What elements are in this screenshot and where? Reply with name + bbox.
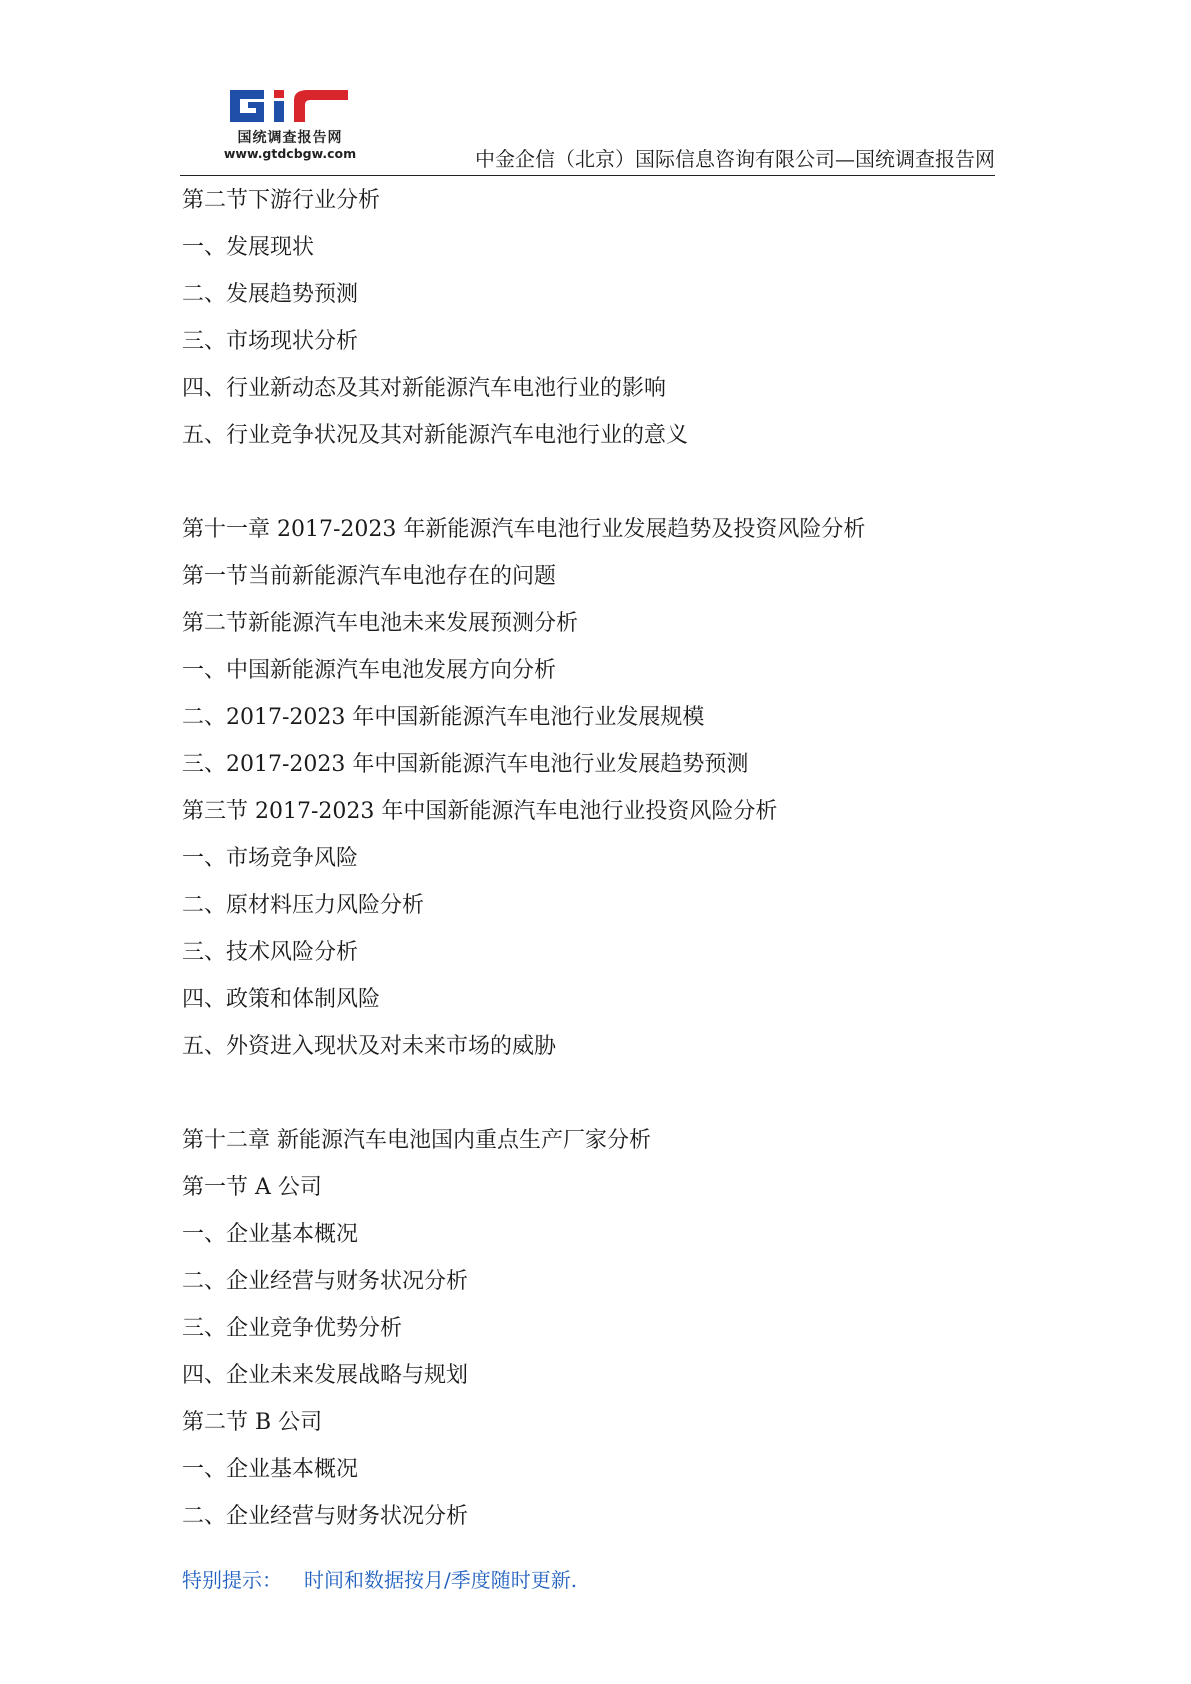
toc-line: 二、2017-2023 年中国新能源汽车电池行业发展规模 xyxy=(182,705,705,730)
toc-line: 三、2017-2023 年中国新能源汽车电池行业发展趋势预测 xyxy=(182,752,749,777)
footer-note-text: 时间和数据按月/季度随时更新. xyxy=(304,1568,578,1592)
toc-line: 二、企业经营与财务状况分析 xyxy=(182,1504,469,1529)
logo-chinese-name: 国统调查报告网 xyxy=(237,130,343,146)
toc-line: 第十二章 新能源汽车电池国内重点生产厂家分析 xyxy=(182,1128,651,1153)
toc-line: 五、行业竞争状况及其对新能源汽车电池行业的意义 xyxy=(182,423,689,448)
toc-line: 二、企业经营与财务状况分析 xyxy=(182,1269,469,1294)
toc-line: 一、市场竞争风险 xyxy=(182,846,359,871)
toc-line: 三、技术风险分析 xyxy=(182,940,359,965)
toc-spacer xyxy=(182,1070,1002,1117)
toc-line: 一、中国新能源汽车电池发展方向分析 xyxy=(182,658,557,683)
toc-line: 第一节当前新能源汽车电池存在的问题 xyxy=(182,564,557,589)
toc-line: 四、行业新动态及其对新能源汽车电池行业的影响 xyxy=(182,376,667,401)
toc-line: 第十一章 2017-2023 年新能源汽车电池行业发展趋势及投资风险分析 xyxy=(182,517,866,542)
toc-line: 四、企业未来发展战略与规划 xyxy=(182,1363,469,1388)
toc-line: 一、企业基本概况 xyxy=(182,1222,359,1247)
gir-logo-icon xyxy=(220,86,360,126)
toc-line: 二、发展趋势预测 xyxy=(182,282,359,307)
toc-line: 四、政策和体制风险 xyxy=(182,987,381,1012)
toc-line: 第一节 A 公司 xyxy=(182,1175,322,1200)
toc-line: 第二节下游行业分析 xyxy=(182,188,381,213)
toc-line: 第二节新能源汽车电池未来发展预测分析 xyxy=(182,611,579,636)
footer-note xyxy=(182,1564,577,1593)
toc-line: 三、企业竞争优势分析 xyxy=(182,1316,403,1341)
toc-line: 第三节 2017-2023 年中国新能源汽车电池行业投资风险分析 xyxy=(182,799,778,824)
toc-spacer xyxy=(182,459,1002,506)
company-logo xyxy=(220,86,360,166)
toc-line: 一、发展现状 xyxy=(182,235,315,260)
table-of-contents xyxy=(182,177,1002,1540)
toc-line: 一、企业基本概况 xyxy=(182,1457,359,1482)
toc-line: 二、原材料压力风险分析 xyxy=(182,893,425,918)
toc-line: 三、市场现状分析 xyxy=(182,329,359,354)
footer-note-label: 特别提示： xyxy=(182,1568,282,1592)
logo-website: www.gtdcbgw.com xyxy=(223,146,357,161)
toc-line: 第二节 B 公司 xyxy=(182,1410,323,1435)
toc-line: 五、外资进入现状及对未来市场的威胁 xyxy=(182,1034,557,1059)
header-company-name: 中金企信（北京）国际信息咨询有限公司—国统调查报告网 xyxy=(475,147,995,171)
page-header xyxy=(180,80,995,176)
